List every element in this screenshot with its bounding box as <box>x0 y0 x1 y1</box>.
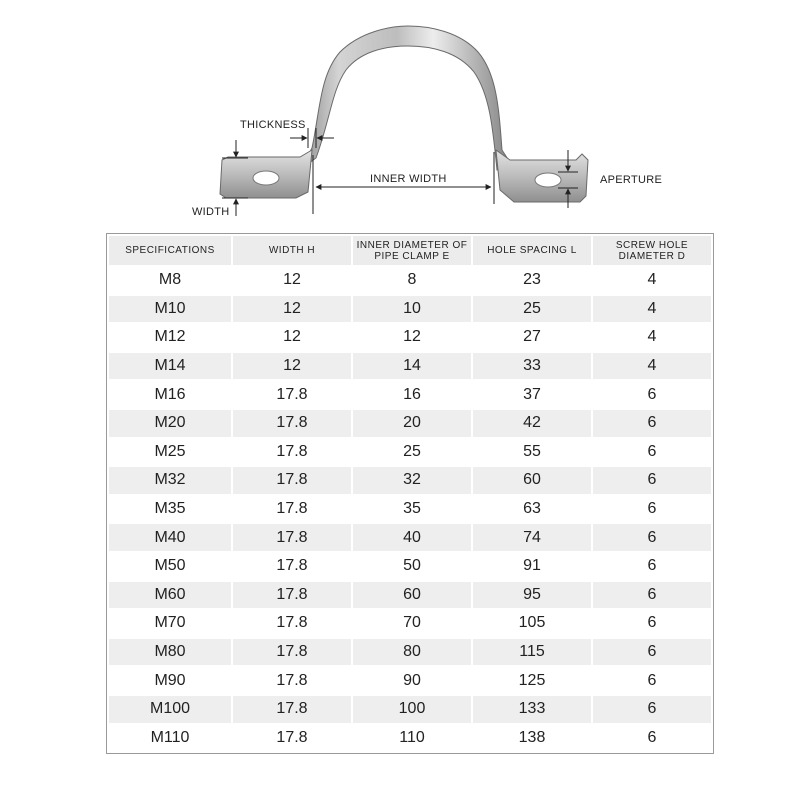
cell-width-h: 12 <box>233 296 351 323</box>
cell-hole-spacing: 63 <box>473 496 591 523</box>
header-inner-diameter: INNER DIAMETER OF PIPE CLAMP E <box>353 236 471 265</box>
cell-hole-spacing: 115 <box>473 639 591 666</box>
pipe-clamp-diagram <box>0 0 800 232</box>
table-row <box>109 267 711 294</box>
cell-inner-diameter: 35 <box>353 496 471 523</box>
table-row <box>109 381 711 408</box>
table-header-row <box>109 236 711 265</box>
cell-width-h: 17.8 <box>233 582 351 609</box>
cell-screw-hole-diameter: 6 <box>593 439 711 466</box>
table-row <box>109 296 711 323</box>
cell-screw-hole-diameter: 6 <box>593 582 711 609</box>
left-screw-hole <box>253 171 279 185</box>
cell-hole-spacing: 105 <box>473 610 591 637</box>
cell-hole-spacing: 60 <box>473 467 591 494</box>
cell-specification: M70 <box>109 610 231 637</box>
cell-inner-diameter: 40 <box>353 524 471 551</box>
table-row <box>109 496 711 523</box>
cell-width-h: 17.8 <box>233 496 351 523</box>
table-row <box>109 324 711 351</box>
cell-inner-diameter: 16 <box>353 381 471 408</box>
cell-width-h: 17.8 <box>233 553 351 580</box>
cell-screw-hole-diameter: 4 <box>593 324 711 351</box>
cell-width-h: 12 <box>233 353 351 380</box>
table-row <box>109 353 711 380</box>
cell-width-h: 12 <box>233 324 351 351</box>
cell-specification: M12 <box>109 324 231 351</box>
cell-inner-diameter: 32 <box>353 467 471 494</box>
header-screw-hole-diameter: SCREW HOLE DIAMETER D <box>593 236 711 265</box>
specification-table <box>106 233 714 754</box>
cell-specification: M60 <box>109 582 231 609</box>
header-width-h: WIDTH H <box>233 236 351 265</box>
cell-screw-hole-diameter: 6 <box>593 467 711 494</box>
cell-hole-spacing: 125 <box>473 667 591 694</box>
cell-specification: M35 <box>109 496 231 523</box>
cell-inner-diameter: 8 <box>353 267 471 294</box>
cell-width-h: 17.8 <box>233 667 351 694</box>
cell-inner-diameter: 12 <box>353 324 471 351</box>
right-screw-hole <box>535 173 561 187</box>
cell-inner-diameter: 10 <box>353 296 471 323</box>
cell-specification: M8 <box>109 267 231 294</box>
cell-inner-diameter: 110 <box>353 725 471 752</box>
cell-screw-hole-diameter: 6 <box>593 553 711 580</box>
cell-specification: M40 <box>109 524 231 551</box>
cell-specification: M20 <box>109 410 231 437</box>
cell-specification: M90 <box>109 667 231 694</box>
cell-hole-spacing: 74 <box>473 524 591 551</box>
thickness-dimension <box>290 128 334 148</box>
cell-screw-hole-diameter: 6 <box>593 667 711 694</box>
cell-screw-hole-diameter: 4 <box>593 267 711 294</box>
cell-width-h: 17.8 <box>233 639 351 666</box>
cell-hole-spacing: 91 <box>473 553 591 580</box>
width-label: WIDTH <box>192 206 230 218</box>
cell-screw-hole-diameter: 6 <box>593 610 711 637</box>
cell-screw-hole-diameter: 6 <box>593 725 711 752</box>
header-specifications: SPECIFICATIONS <box>109 236 231 265</box>
cell-inner-diameter: 50 <box>353 553 471 580</box>
table-row <box>109 667 711 694</box>
cell-inner-diameter: 100 <box>353 696 471 723</box>
cell-width-h: 17.8 <box>233 524 351 551</box>
cell-screw-hole-diameter: 6 <box>593 410 711 437</box>
cell-width-h: 17.8 <box>233 725 351 752</box>
cell-width-h: 17.8 <box>233 696 351 723</box>
cell-inner-diameter: 60 <box>353 582 471 609</box>
cell-inner-diameter: 25 <box>353 439 471 466</box>
table-row <box>109 610 711 637</box>
cell-width-h: 17.8 <box>233 381 351 408</box>
cell-hole-spacing: 25 <box>473 296 591 323</box>
cell-width-h: 17.8 <box>233 610 351 637</box>
table-row <box>109 524 711 551</box>
table-row <box>109 410 711 437</box>
header-hole-spacing: HOLE SPACING L <box>473 236 591 265</box>
cell-inner-diameter: 90 <box>353 667 471 694</box>
cell-hole-spacing: 37 <box>473 381 591 408</box>
cell-specification: M14 <box>109 353 231 380</box>
inner-width-label: INNER WIDTH <box>370 173 447 185</box>
cell-width-h: 17.8 <box>233 467 351 494</box>
cell-screw-hole-diameter: 6 <box>593 381 711 408</box>
cell-specification: M16 <box>109 381 231 408</box>
table-row <box>109 696 711 723</box>
cell-screw-hole-diameter: 6 <box>593 639 711 666</box>
cell-specification: M32 <box>109 467 231 494</box>
table-row <box>109 725 711 752</box>
cell-hole-spacing: 27 <box>473 324 591 351</box>
cell-hole-spacing: 23 <box>473 267 591 294</box>
table-body <box>109 267 711 751</box>
cell-screw-hole-diameter: 4 <box>593 296 711 323</box>
cell-specification: M10 <box>109 296 231 323</box>
aperture-label: APERTURE <box>600 174 663 186</box>
cell-hole-spacing: 33 <box>473 353 591 380</box>
cell-width-h: 17.8 <box>233 439 351 466</box>
cell-inner-diameter: 14 <box>353 353 471 380</box>
cell-inner-diameter: 80 <box>353 639 471 666</box>
cell-screw-hole-diameter: 6 <box>593 696 711 723</box>
table-row <box>109 639 711 666</box>
cell-specification: M100 <box>109 696 231 723</box>
cell-width-h: 12 <box>233 267 351 294</box>
cell-screw-hole-diameter: 6 <box>593 496 711 523</box>
cell-specification: M25 <box>109 439 231 466</box>
table-row <box>109 553 711 580</box>
cell-hole-spacing: 42 <box>473 410 591 437</box>
cell-hole-spacing: 95 <box>473 582 591 609</box>
table-row <box>109 467 711 494</box>
cell-width-h: 17.8 <box>233 410 351 437</box>
cell-inner-diameter: 20 <box>353 410 471 437</box>
cell-specification: M50 <box>109 553 231 580</box>
thickness-label: THICKNESS <box>240 119 306 131</box>
cell-screw-hole-diameter: 4 <box>593 353 711 380</box>
table-row <box>109 582 711 609</box>
cell-inner-diameter: 70 <box>353 610 471 637</box>
cell-hole-spacing: 133 <box>473 696 591 723</box>
cell-hole-spacing: 138 <box>473 725 591 752</box>
cell-hole-spacing: 55 <box>473 439 591 466</box>
cell-screw-hole-diameter: 6 <box>593 524 711 551</box>
cell-specification: M110 <box>109 725 231 752</box>
table-row <box>109 439 711 466</box>
cell-specification: M80 <box>109 639 231 666</box>
